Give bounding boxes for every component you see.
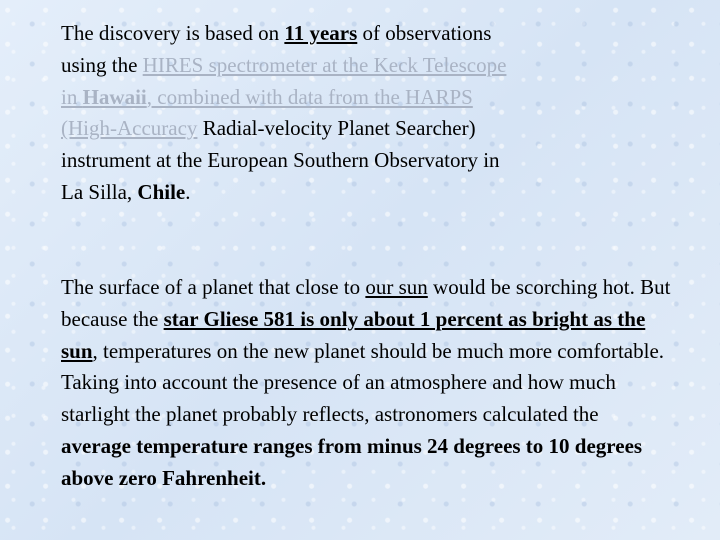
link-text: , combined with data from the HARPS (High-Accuracy xyxy=(61,84,473,141)
temperature-range-text: average temperature ranges from minus 24 degrees to 10 degrees above zero Fahrenheit. xyxy=(61,433,643,490)
text-segment: , temperatures on the new planet should be much more comfortable. Taking into account the presence of an atmosphere and how much starlight the planet probably reflects, astronomers calculated the xyxy=(61,338,665,427)
chile-text: Chile xyxy=(137,179,186,204)
gliese-brightness-text: star Gliese 581 is only about 1 percent as bright as the sun xyxy=(61,306,646,363)
our-sun-text: our sun xyxy=(365,275,428,299)
paragraph-surface xyxy=(61,272,671,495)
paragraph-discovery xyxy=(61,18,517,209)
text-segment: The surface of a planet that close to xyxy=(61,275,366,299)
link-hawaii-text: Hawaii xyxy=(82,84,147,109)
eleven-years-text: 11 years xyxy=(284,21,358,45)
text-segment: Radial-velocity Planet Searcher) instrument at the European Southern Observatory in La Silla, xyxy=(61,116,500,204)
link-text: HIRES spectrometer at the Keck Telescope in xyxy=(61,52,507,109)
text-segment: would be scorching hot. But because the xyxy=(61,275,671,331)
text-segment: . xyxy=(185,179,191,204)
text-segment: The discovery is based on xyxy=(61,21,285,45)
text-segment: of observations using the xyxy=(61,21,492,77)
